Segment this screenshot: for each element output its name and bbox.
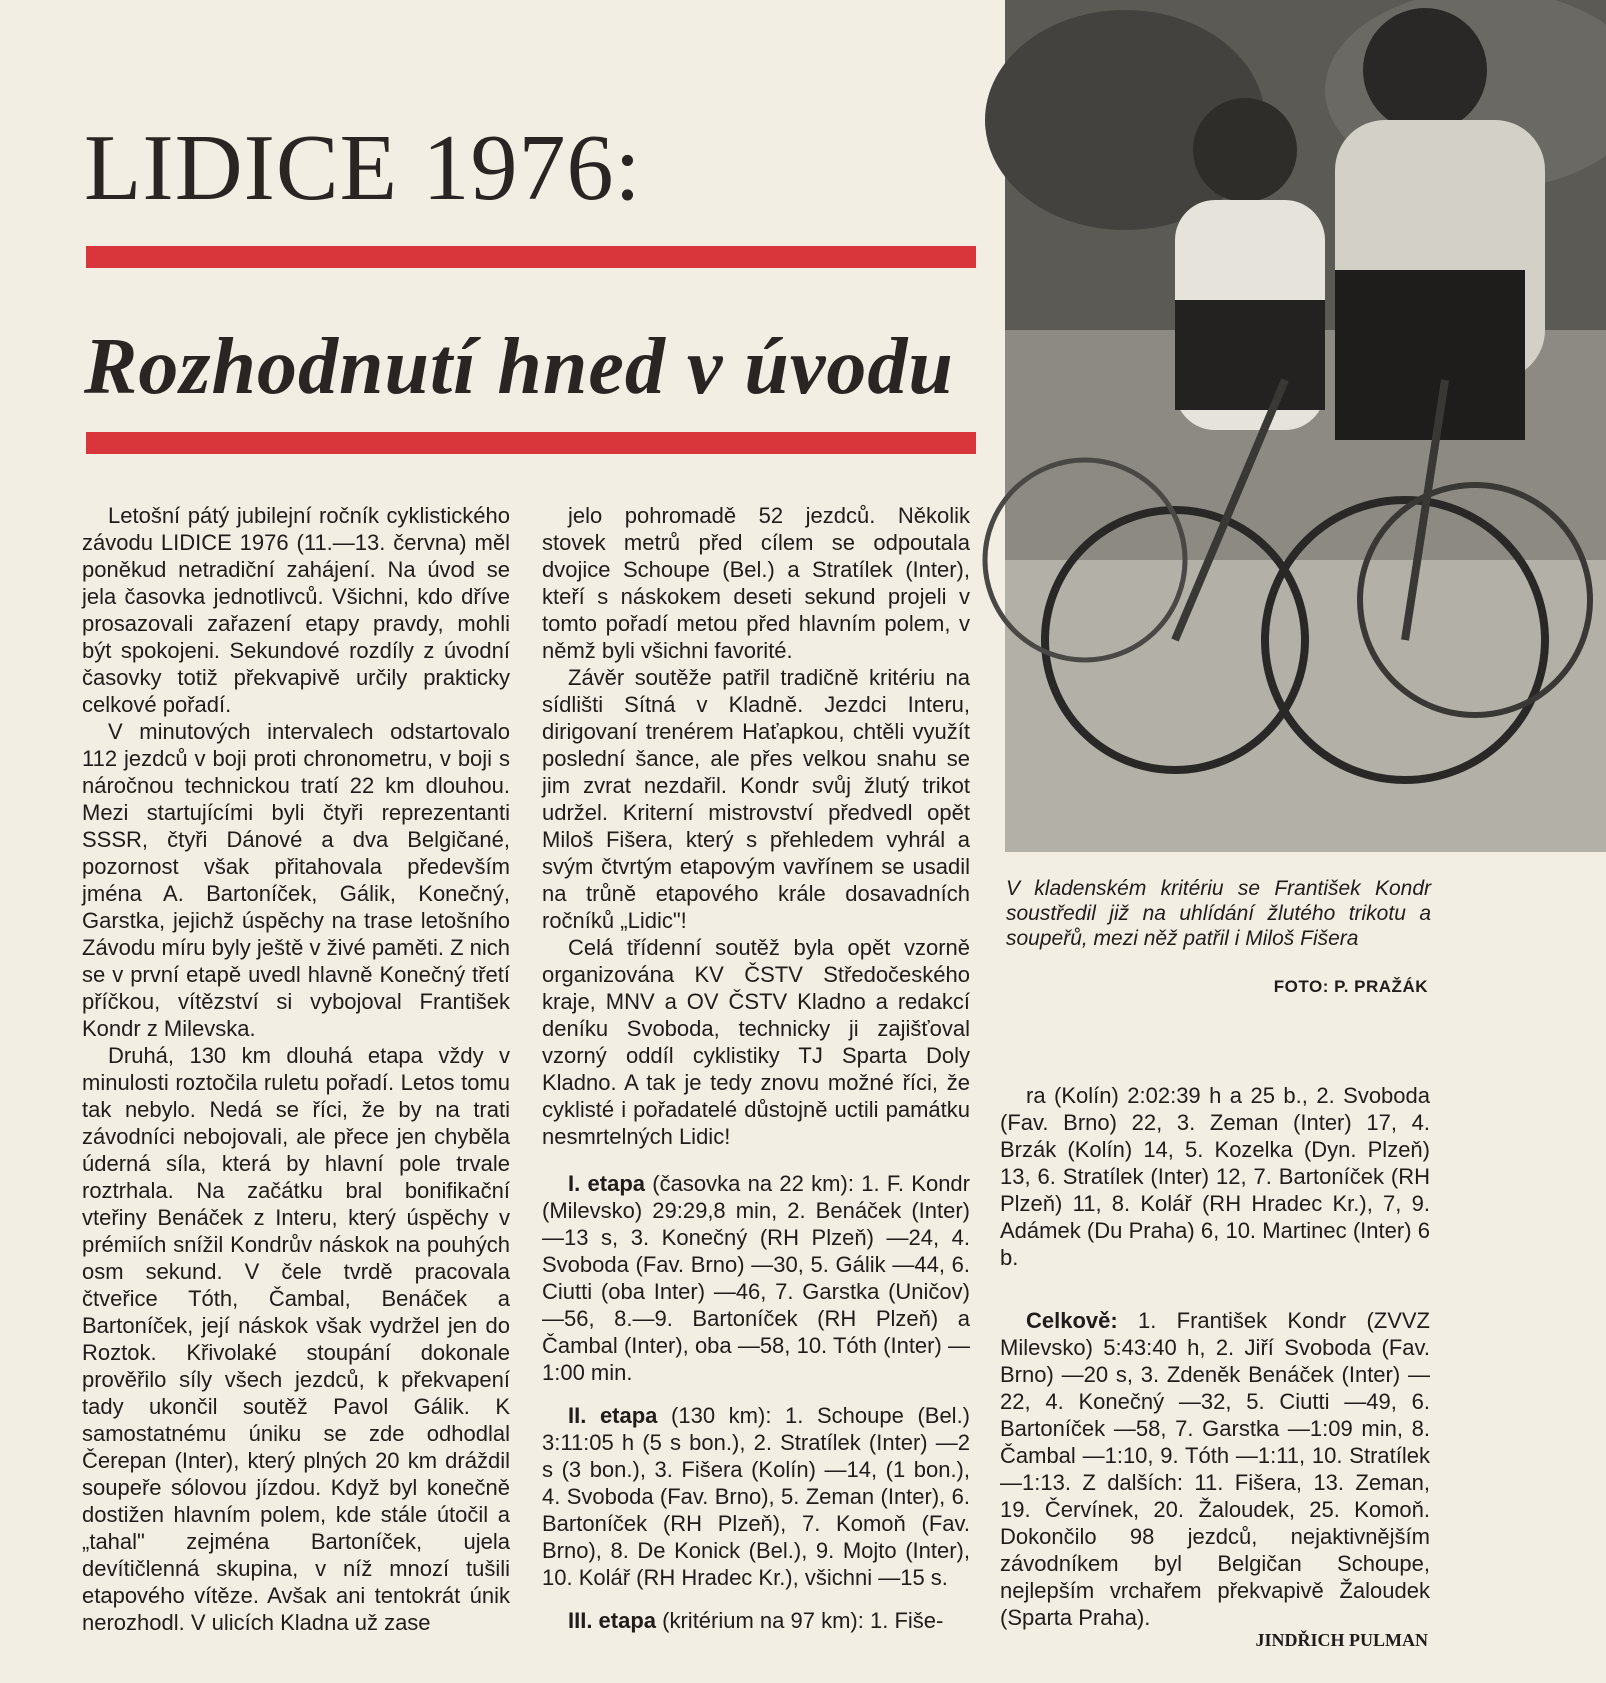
result-stage-3-continued: ra (Kolín) 2:02:39 h a 25 b., 2. Svoboda (Fav. Brno) 22, 3. Zeman (Inter) 17, 4. Brzák (Kolín) 14, 5. Kozelka (Dyn. Plzeň) 13, 6. Stratílek (Inter) 12, 7. Bartoníček (RH Plzeň) 11, 8. Kolář (RH Hradec Kr.), 7, 9. Adámek (Du Praha) 6, 10. Martinec (Inter) 6 b. — [1000, 1083, 1430, 1270]
result-overall — [1000, 1307, 1430, 1631]
result-stage-2-label: II. etapa — [568, 1403, 658, 1428]
paragraph: Druhá, 130 km dlouhá etapa vždy v minulosti roztočila ruletu pořadí. Letos tomu tak nebylo. Nedá se říci, že by na trati závodníci nebojovali, ale přece jen chyběla úderná síla, která by hlavní pole trvale roztrhala. Na začátku bral bonifikační vteřiny Benáček z Interu, který úspěchy v prémiích snížil Kondrův náskok na pouhých osm sekund. V čele tvrdě pracovala čtveřice Tóth, Čambal, Benáček a Bartoníček, její náskok však vydržel jen do Roztok. Křivolaké stoupání dokonale prověřilo síly všech jezdců, k překvapení tady ukončil soutěž Pavol Gálik. K samostatnému úniku se zde odhodlal Čerepan (Inter), který plných 20 km dráždil soupeře sólovou jízdou. Když byl konečně dostižen hlavním polem, kde stále útočil a „tahal" zejména Bartoníček, ujela devítičlenná skupina, v níž mnozí tušili etapového vítěze. Avšak ani tentokrát únik nerozhodl. V ulicích Kladna už zase — [82, 1043, 510, 1635]
result-stage-1-label: I. etapa — [568, 1171, 645, 1196]
result-overall-label: Celkově: — [1026, 1308, 1118, 1333]
red-rule-bottom — [86, 432, 976, 454]
subheadline: Rozhodnutí hned v úvodu — [84, 323, 954, 411]
result-stage-3 — [542, 1607, 970, 1634]
results-block — [542, 1170, 970, 1634]
photo-illustration — [1005, 0, 1606, 852]
result-stage-1 — [542, 1170, 970, 1386]
results-column-3 — [1000, 1082, 1430, 1630]
result-stage-2-text: (130 km): 1. Schoupe (Bel.) 3:11:05 h (5 s bon.), 2. Stratílek (Inter) —2 s (3 bon.), 3. Fišera (Kolín) —14, (1 bon.), 4. Svoboda (Fav. Brno), 5. Zeman (Inter), 6. Bartoníček (RH Plzeň), 7. Komoň (Fav. Brno), 8. De Konick (Bel.), 9. Mojto (Inter), 10. Kolář (RH Hradec Kr.), všichni —15 s. — [542, 1403, 971, 1590]
cycling-race-photo — [1005, 0, 1606, 852]
paragraph: V minutových intervalech odstartovalo 112 jezdců v boji proti chronometru, v boji s náročnou technickou tratí 22 km dlouhou. Mezi startujícími byli čtyři reprezentanti SSSR, čtyři Dánové a dva Belgičané, pozornost však přitahovala především jména A. Bartoníček, Gálik, Konečný, Garstka, jejichž úspěchy na trase letošního Závodu míru byly ještě v živé paměti. Z nich se v první etapě uvedl hlavně Konečný třetí příčkou, vítězství si vybojoval František Kondr z Milevska. — [82, 719, 510, 1041]
headline: LIDICE 1976: — [84, 116, 642, 220]
paragraph: Závěr soutěže patřil tradičně kritériu na sídlišti Sítná v Kladně. Jezdci Interu, dirigovaní trenérem Haťapkou, chtěli využít poslední šance, ale přes velkou snahu se jim zvrat nezdařil. Kondr svůj žlutý trikot udržel. Kriterní mistrovství předvedl opět Miloš Fišera, který s přehledem vyhrál a svým čtvrtým etapovým vavřínem se usadil na trůně etapového krále dosavadních ročníků „Lidic"! — [542, 665, 970, 933]
result-overall-text: 1. František Kondr (ZVVZ Milevsko) 5:43:40 h, 2. Jiří Svoboda (Fav. Brno) —20 s, 3. Zdeněk Benáček (Inter) —22, 4. Konečný —32, 5. Ciutti —49, 6. Bartoníček —58, 7. Garstka —1:09 min, 8. Čambal —1:10, 9. Tóth —1:11, 10. Stratílek —1:13. Z dalších: 11. Fišera, 13. Zeman, 19. Červínek, 20. Žaloudek, 25. Komoň. Dokončilo 98 jezdců, nejaktivnějším závodníkem byl Belgičan Schoupe, nejlepším vrchařem překvapivě Žaloudek (Sparta Praha). — [1000, 1308, 1430, 1630]
result-stage-1-text: (časovka na 22 km): 1. F. Kondr (Milevsko) 29:29,8 min, 2. Benáček (Inter) —13 s, 3. Konečný (RH Plzeň) —24, 4. Svoboda (Fav. Brno) —30, 5. Gálik —44, 6. Ciutti (oba Inter) —46, 7. Garstka (Uničov) —56, 8.—9. Bartoníček (RH Plzeň) a Čambal (Inter), oba —58, 10. Tóth (Inter) —1:00 min. — [542, 1171, 970, 1385]
author-byline: JINDŘICH PULMAN — [1255, 1630, 1428, 1650]
paragraph: Letošní pátý jubilejní ročník cyklistického závodu LIDICE 1976 (11.—13. června) měl poněkud netradiční zahájení. Na úvod se jela časovka jednotlivců. Všichni, kdo dříve prosazovali zařazení etapy pravdy, mohli být spokojeni. Sekundové rozdíly z úvodní časovky totiž překvapivě určily prakticky celkové pořadí. — [82, 503, 510, 717]
paragraph: Celá třídenní soutěž byla opět vzorně organizována KV ČSTV Středočeského kraje, MNV a OV ČSTV Kladno a redakcí deníku Svoboda, technicky ji zajišťoval vzorný oddíl cyklistiky TJ Sparta Doly Kladno. A tak je tedy znovu možné říci, že cyklisté i pořadatelé důstojně uctili památku nesmrtelných Lidic! — [542, 935, 970, 1149]
article-column-1 — [82, 502, 510, 1672]
photo-credit: FOTO: P. PRAŽÁK — [1273, 977, 1428, 996]
red-rule-top — [86, 246, 976, 268]
photo-caption: V kladenském kritériu se František Kondr soustředil již na uhlídání žlutého trikotu a soupeřů, mezi něž patřil i Miloš Fišera — [1006, 877, 1431, 950]
results-block-continued — [1000, 1082, 1430, 1631]
article-column-2 — [542, 502, 970, 1672]
result-stage-3-label: III. etapa — [568, 1608, 657, 1633]
result-stage-3-text: (kritérium na 97 km): 1. Fiše- — [656, 1608, 944, 1633]
result-stage-2 — [542, 1402, 970, 1591]
paragraph: jelo pohromadě 52 jezdců. Několik stovek metrů před cílem se odpoutala dvojice Schoupe (Bel.) a Stratílek (Inter), kteří s náskokem deseti sekund projeli v tomto pořadí metou před hlavním polem, v němž byli všichni favorité. — [542, 503, 970, 663]
